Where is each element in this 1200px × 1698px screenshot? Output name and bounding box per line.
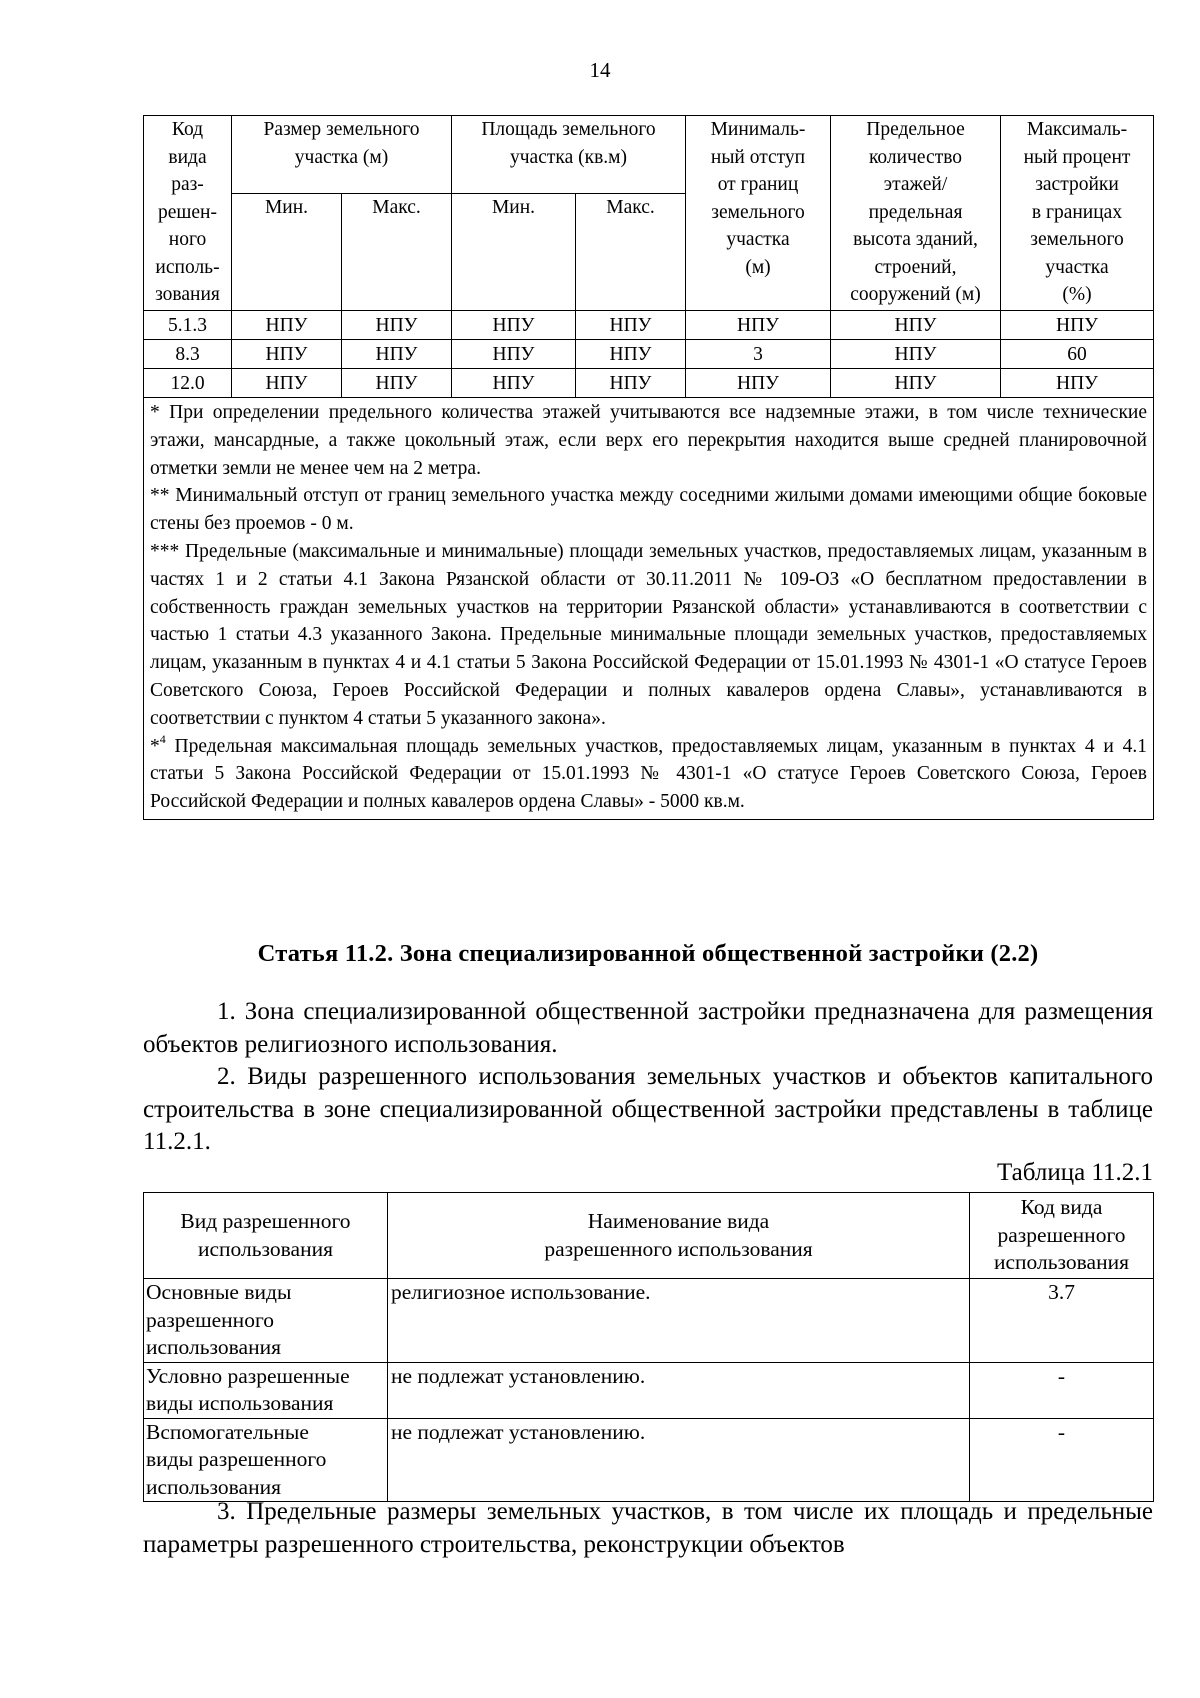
table-row: 12.0 НПУ НПУ НПУ НПУ НПУ НПУ НПУ [144,369,1154,398]
note-floors: * При определении предельного количества этажей учитываются все надземные этажи, в том числе технические этажи, мансардные, а также цокольный этаж, если верх его перекрытия находится выше средней планировочной отметки земли не менее чем на 2 метра. [150,402,1148,479]
use-code: 3.7 [970,1279,1154,1363]
header-size-max: Макс. [342,194,452,311]
header-floors: Предельное количество этажей/ предельная высота зданий, строений, сооружений (м) [831,116,1001,311]
article-heading: Статья 11.2. Зона специализированной общественной застройки (2.2) [257,940,1039,967]
table-row: 8.3 НПУ НПУ НПУ НПУ 3 НПУ 60 [144,340,1154,369]
paragraph-1: 1. Зона специализированной общественной застройки предназначена для размещения объектов религиозного использования. [143,998,1153,1058]
note-max-area: *$^4$ Предельная максимальная площадь земельных участков, предоставляемых лицам, указанным в пунктах 4 и 4.1 статьи 5 Закона Российской Федерации от 15.01.1993 № 4301-1 «О статусе Героев Советского Союза, Героев Российской Федерации и полных кавалеров ордена Славы» - 5000 кв.м. [150,731,1147,813]
header-size-min: Мин. [232,194,342,311]
header-code: Код вида раз- решен- ного исполь- зования [144,116,232,311]
use-category: Основные виды разрешенного использования [144,1279,388,1363]
header-use-name: Наименование вида разрешенного использования [388,1193,970,1279]
note-plot-areas: *** Предельные (максимальные и минимальные) площади земельных участков, предоставляемых лицам, указанным в частях 1 и 2 статьи 4.1 Закона Рязанской области от 30.11.2011 № 109-ОЗ «О бесплатном предоставлении в собственность граждан земельных участков на территории Рязанской области» устанавливаются в соответствии с частью 1 статьи 4.3 указанного Закона. Предельные минимальные площади земельных участков, предоставляемых лицам, указанным в пунктах 4 и 4.1 статьи 5 Закона Российской Федерации от 15.01.1993 № 4301-1 «О статусе Героев Советского Союза, Героев Российской Федерации и полных кавалеров ордена Славы», устанавливаются в соответствии с пунктом 4 статьи 5 указанного закона». [150,540,1148,729]
header-min-setback: Минималь- ный отступ от границ земельного участка (м) [686,116,831,311]
use-code: - [970,1418,1154,1502]
use-code: - [970,1362,1154,1418]
header-use-code: Код вида разрешенного использования [970,1193,1154,1279]
table-row [144,1279,1154,1363]
header-plot-size: Размер земельного участка (м) [232,116,452,194]
use-name: не подлежат установлению. [388,1362,970,1418]
paragraph-2: 2. Виды разрешенного использования земельных участков и объектов капитального строительства в зоне специализированной общественной застройки представлены в таблице 11.2.1. [143,1063,1153,1155]
table-notes [144,398,1154,820]
header-area-max: Макс. [576,194,686,311]
zoning-parameters-table [143,115,1154,820]
header-area-min: Мин. [452,194,576,311]
table-row: 5.1.3 НПУ НПУ НПУ НПУ НПУ НПУ НПУ [144,311,1154,340]
header-plot-area: Площадь земельного участка (кв.м) [452,116,686,194]
table-row [144,1362,1154,1418]
use-category: Вспомогательные виды разрешенного использования [144,1418,388,1502]
use-name: религиозное использование. [388,1279,970,1363]
use-category: Условно разрешенные виды использования [144,1362,388,1418]
table-row [144,1418,1154,1502]
paragraph-3: 3. Предельные размеры земельных участков, в том числе их площадь и предельные параметры разрешенного строительства, реконструкции объектов [143,1498,1153,1558]
header-max-percent: Максималь- ный процент застройки в границах земельного участка (%) [1001,116,1154,311]
header-use-type: Вид разрешенного использования [144,1193,388,1279]
use-name: не подлежат установлению. [388,1418,970,1502]
table-caption: Таблица 11.2.1 [997,1159,1153,1186]
permitted-use-table [143,1192,1154,1502]
note-setback: ** Минимальный отступ от границ земельного участка между соседними жилыми домами имеющими общие боковые стены без проемов - 0 м. [150,485,1148,535]
page-number: 14 [589,58,611,82]
